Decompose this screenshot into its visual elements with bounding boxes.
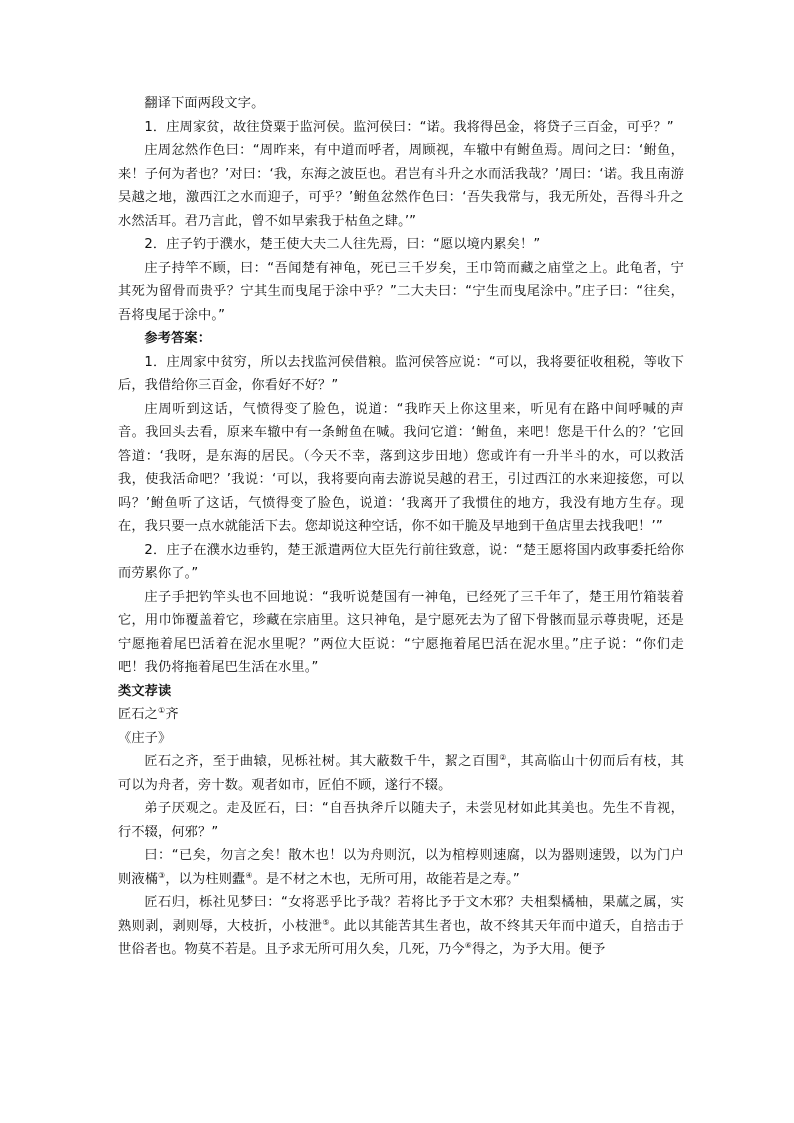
footnote-marker: ⑤	[322, 917, 331, 927]
recommend-para-1: 匠石之齐，至于曲辕，见栎社树。其大蔽数千牛，絜之百围②，其高临山十仞而后有枝，其可以为舟者，旁十数。观者如市，匠伯不顾，遂行不辍。	[118, 753, 685, 793]
passage-2-dialogue: 庄子持竿不顾，曰：“吾闻楚有神龟，死已三千岁矣，王巾笥而藏之庙堂之上。此龟者，宁其死为留骨而贵乎？宁其生而曳尾于涂中乎？”二大夫曰：“宁生而曳尾涂中。”庄子曰：“往矣，吾将曳尾于涂中。”	[118, 260, 684, 323]
answer-2-dialogue: 庄子手把钓竿头也不回地说：“我听说楚国有一神龟，已经死了三千年了，楚王用竹箱装着它，用巾饰覆盖着它，珍藏在宗庙里。这只神龟，是宁愿死去为了留下骨骸而显示尊贵呢，还是宁愿拖着尾巴活着在泥水里呢？”两位大臣说：“宁愿拖着尾巴活在泥水里。”庄子说：“你们走吧！我仍将拖着尾巴生活在水里。”	[118, 589, 684, 675]
recommend-para-4: 匠石归，栎社见梦曰：“女将恶乎比予哉？若将比予于文木邪？夫柤梨橘柚，果蓏之属，实熟则剥，剥则辱，大枝折，小枝泄⑤。此以其能苦其生者也，故不终其天年而中道夭，自掊击于世俗者也。物莫不若是。且予求无所可用久矣，几死，乃今⑥得之，为予大用。便予	[118, 895, 685, 957]
passage-1: 1．庄周家贫，故往贷粟于监河侯。监河侯曰：“诺。我将得邑金，将贷子三百金，可乎？”	[144, 119, 674, 135]
footnote-marker: ①	[158, 706, 166, 715]
passage-2: 2．庄子钓于濮水，楚王使大夫二人往先焉，曰：“愿以境内累矣！”	[144, 237, 541, 252]
recommend-para-3: 曰：“已矣，勿言之矣！散木也！以为舟则沉，以为棺椁则速腐，以为器则速毁，以为门户则液樠③，以为柱则蠹④。是不材之木也，无所可用，故能若是之寿。”	[118, 848, 684, 887]
footnote-marker: ②	[499, 753, 507, 762]
passage-1-dialogue: 庄周忿然作色曰：“周昨来，有中道而呼者，周顾视，车辙中有鲋鱼焉。周问之曰：‘鲋鱼，来！子何为者也？’对曰：‘我，东海之波臣也。君岂有斗升之水而活我哉？’周曰：‘诺。我且南游吴越之地，激西江之水而迎子，可乎？’鲋鱼忿然作色曰：‘吾失我常与，我无所处，吾得斗升之水然活耳。君乃言此，曾不如早索我于枯鱼之肆。’”	[118, 143, 684, 229]
answer-2: 2．庄子在濮水边垂钓，楚王派遣两位大臣先行前往致意，说：“楚王愿将国内政事委托给你而劳累你了。”	[118, 542, 684, 581]
recommend-title: 匠石之①齐	[118, 706, 179, 722]
answer-1-dialogue: 庄周听到这话，气愤得变了脸色，说道：“我昨天上你这里来，听见有在路中间呼喊的声音。我回头去看，原来车辙中有一条鲋鱼在喊。我问它道：‘鲋鱼，来吧！您是干什么的？’它回答道：‘我呀，是东海的居民。（今天不幸，落到这步田地）您或许有一升半斗的水，可以救活我，使我活命吧？’我说：‘可以，我将要向南去游说吴越的君王，引过西江的水来迎接您，可以吗？’鲋鱼听了这话，气愤得变了脸色，说道：‘我离开了我惯住的地方，我没有地方生存。现在，我只要一点水就能活下去。您却说这种空话，你不如干脆及早地到干鱼店里去找我吧！’”	[118, 401, 684, 534]
answer-1: 1．庄周家中贫穷，所以去找监河侯借粮。监河侯答应说：“可以，我将要征收租税，等收下后，我借给你三百金，你看好不好？”	[118, 354, 684, 393]
recommend-para-2: 弟子厌观之。走及匠石，曰：“自吾执斧斤以随夫子，未尝见材如此其美也。先生不肯视，行不辍，何邪？”	[118, 801, 684, 840]
footnote-marker: ⑥	[464, 941, 473, 950]
answers-heading: 参考答案：	[144, 331, 212, 346]
footnote-marker: ③	[158, 870, 166, 880]
instruction: 翻译下面两段文字。	[144, 96, 265, 111]
recommend-source: 《庄子》	[118, 730, 172, 746]
document-page	[118, 92, 684, 962]
recommend-heading: 类文荐读	[118, 683, 172, 699]
footnote-marker: ④	[245, 870, 253, 880]
